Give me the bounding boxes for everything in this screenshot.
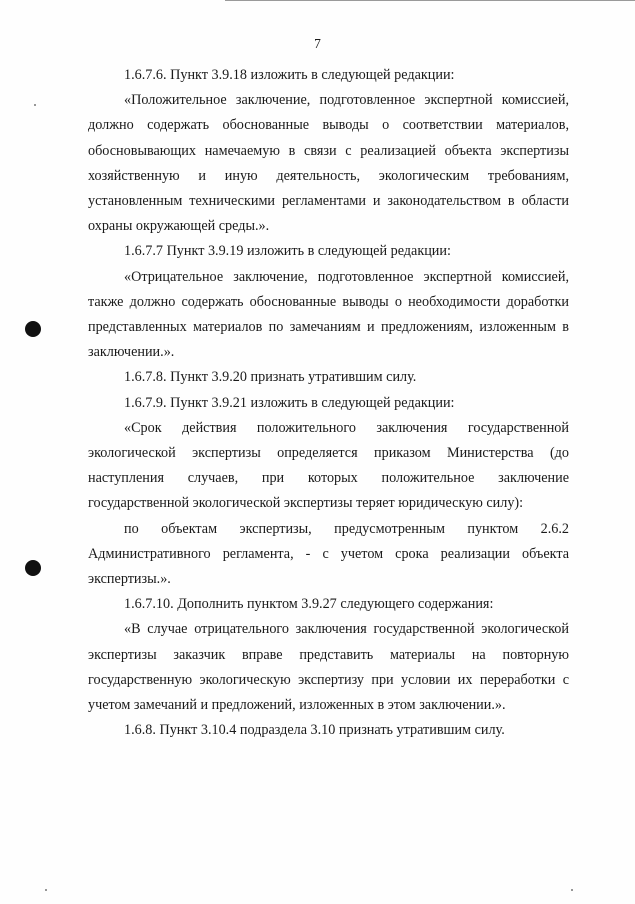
scan-edge-line: [225, 0, 635, 1]
paragraph-heading-3-9-21: 1.6.7.9. Пункт 3.9.21 изложить в следующей редакции:: [124, 394, 455, 411]
paragraph-heading-3-9-18: 1.6.7.6. Пункт 3.9.18 изложить в следующей редакции:: [124, 67, 455, 83]
paragraph-quote-validity-term: «Срок действия положительного заключения государственной экологической экспертизы определяется приказом Министерства (до наступления случаев, при которых положительное заключение государственной экологической экспертизы теряет юридическую силу):: [88, 419, 569, 512]
paragraph-3-9-20-void: 1.6.7.8. Пункт 3.9.20 признать утратившим силу.: [124, 369, 417, 386]
paragraph-quote-validity-objects: по объектам экспертизы, предусмотренным пунктом 2.6.2 Административного регламента, - с учетом срока реализации объекта экспертизы.».: [88, 520, 569, 588]
scan-speck: [571, 889, 573, 891]
page-number: 7: [314, 36, 321, 51]
paragraph-3-10-4-void: 1.6.8. Пункт 3.10.4 подраздела 3.10 признать утратившим силу.: [124, 722, 505, 739]
paragraph-quote-positive-conclusion: «Положительное заключение, подготовленное экспертной комиссией, должно содержать обоснованные выводы о соответствии материалов, обосновывающих намечаемую в связи с реализацией объекта экспертизы хозяйственную и иную деятельность, экологическим требованиям, установленным техническими регламентами и законодательством в области охраны окружающей среды.».: [88, 92, 569, 235]
punch-hole: [25, 321, 41, 337]
paragraph-heading-3-9-27: 1.6.7.10. Дополнить пунктом 3.9.27 следующего содержания:: [124, 596, 494, 613]
paragraph-quote-repeat-expertise: «В случае отрицательного заключения государственной экологической экспертизы заказчик вправе представить материалы на повторную государственную экологическую экспертизу при условии их переработки с учетом замечаний и предложений, изложенных в этом заключении.».: [88, 621, 569, 714]
document-body: [88, 63, 569, 743]
paragraph-heading-3-9-19: 1.6.7.7 Пункт 3.9.19 изложить в следующей редакции:: [124, 243, 451, 260]
scan-speck: [34, 104, 36, 106]
punch-hole: [25, 560, 41, 576]
scan-speck: [45, 889, 47, 891]
paragraph-quote-negative-conclusion: «Отрицательное заключение, подготовленное экспертной комиссией, также должно содержать обоснованные выводы о необходимости доработки представленных материалов по замечаниям и предложениям, изложенным в заключении.».: [88, 268, 569, 361]
